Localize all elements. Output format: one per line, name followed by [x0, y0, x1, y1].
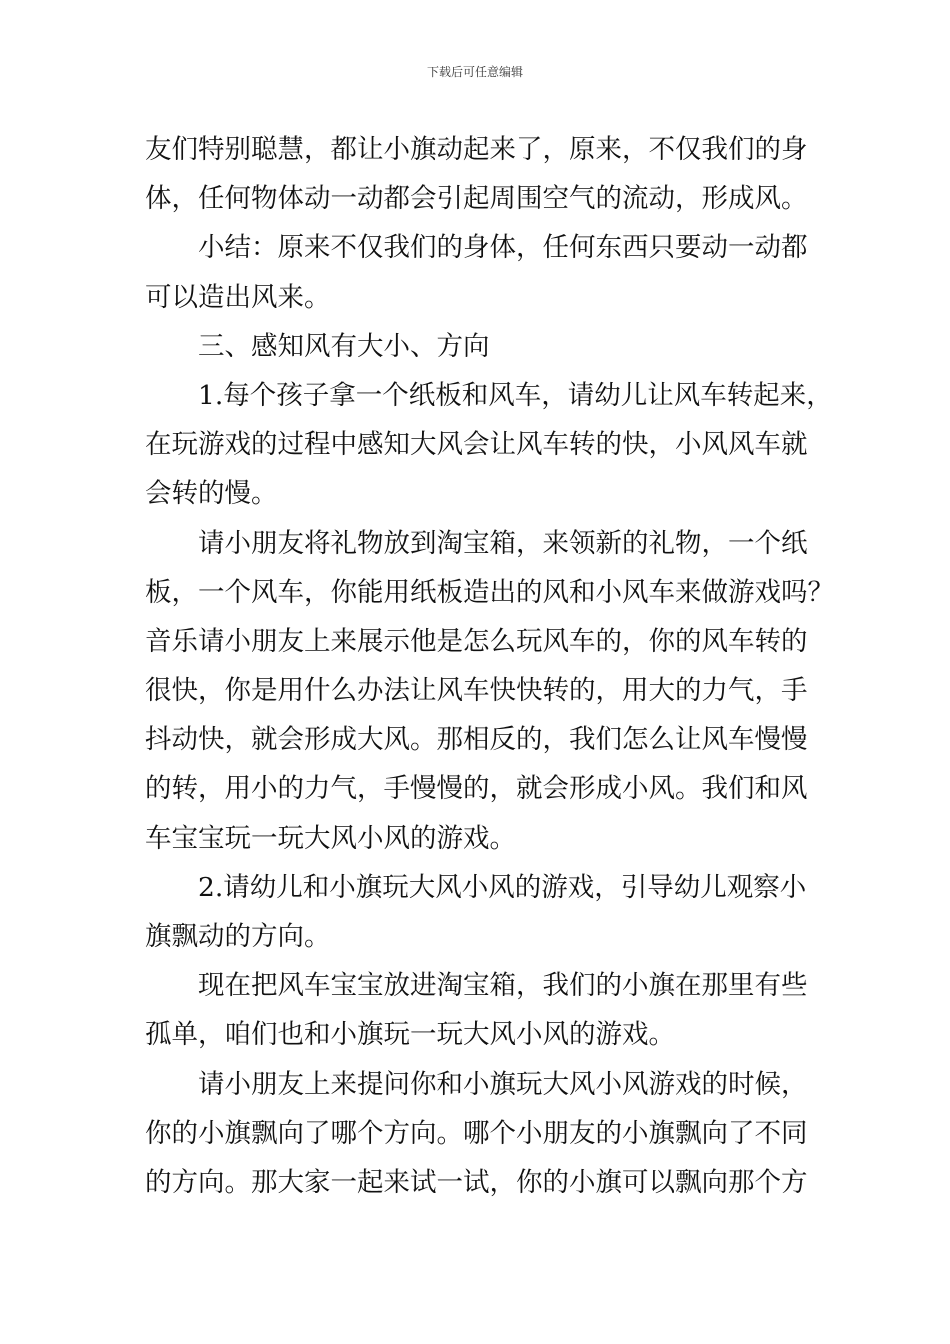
- text-line: 1.每个孩子拿一个纸板和风车，请幼儿让风车转起来，: [198, 379, 833, 411]
- text-line: 孤单，咱们也和小旗玩一玩大风小风的游戏。: [145, 1019, 675, 1051]
- text-line: 你的小旗飘向了哪个方向。哪个小朋友的小旗飘向了不同: [145, 1117, 808, 1149]
- text-line: 在玩游戏的过程中感知大风会让风车转的快，小风风车就: [145, 429, 808, 461]
- text-line: 请小朋友将礼物放到淘宝箱，来领新的礼物，一个纸: [198, 527, 808, 559]
- text-line: 可以造出风来。: [145, 281, 331, 313]
- page-header: [0, 64, 950, 80]
- text-line: 车宝宝玩一玩大风小风的游戏。: [145, 822, 516, 854]
- text-line: 小结：原来不仅我们的身体，任何东西只要动一动都: [198, 232, 808, 264]
- text-line: 友们特别聪慧，都让小旗动起来了，原来，不仅我们的身: [145, 134, 808, 165]
- text-line: 音乐请小朋友上来展示他是怎么玩风车的，你的风车转的: [145, 625, 808, 657]
- text-line: 很快，你是用什么办法让风车快快转的，用大的力气，手: [145, 675, 808, 707]
- text-line: 会转的慢。: [145, 478, 278, 510]
- text-line: 三、感知风有大小、方向: [198, 330, 490, 362]
- text-line: 板，一个风车，你能用纸板造出的风和小风车来做游戏吗？: [145, 576, 834, 608]
- text-line: 现在把风车宝宝放进淘宝箱，我们的小旗在那里有些: [198, 970, 808, 1002]
- text-line: 抖动快，就会形成大风。那相反的，我们怎么让风车慢慢: [145, 724, 808, 756]
- text-line: 旗飘动的方向。: [145, 921, 331, 952]
- text-line: 体，任何物体动一动都会引起周围空气的流动，形成风。: [145, 183, 808, 215]
- text-line: 的方向。那大家一起来试一试，你的小旗可以飘向那个方: [145, 1166, 808, 1198]
- text-line: 请小朋友上来提问你和小旗玩大风小风游戏的时候，: [198, 1068, 808, 1100]
- header-text: 下载后可任意编辑: [426, 65, 523, 79]
- text-line: 2.请幼儿和小旗玩大风小风的游戏，引导幼儿观察小: [198, 871, 807, 903]
- text-line: 的转，用小的力气，手慢慢的，就会形成小风。我们和风: [145, 773, 808, 805]
- document-body: [145, 125, 834, 1207]
